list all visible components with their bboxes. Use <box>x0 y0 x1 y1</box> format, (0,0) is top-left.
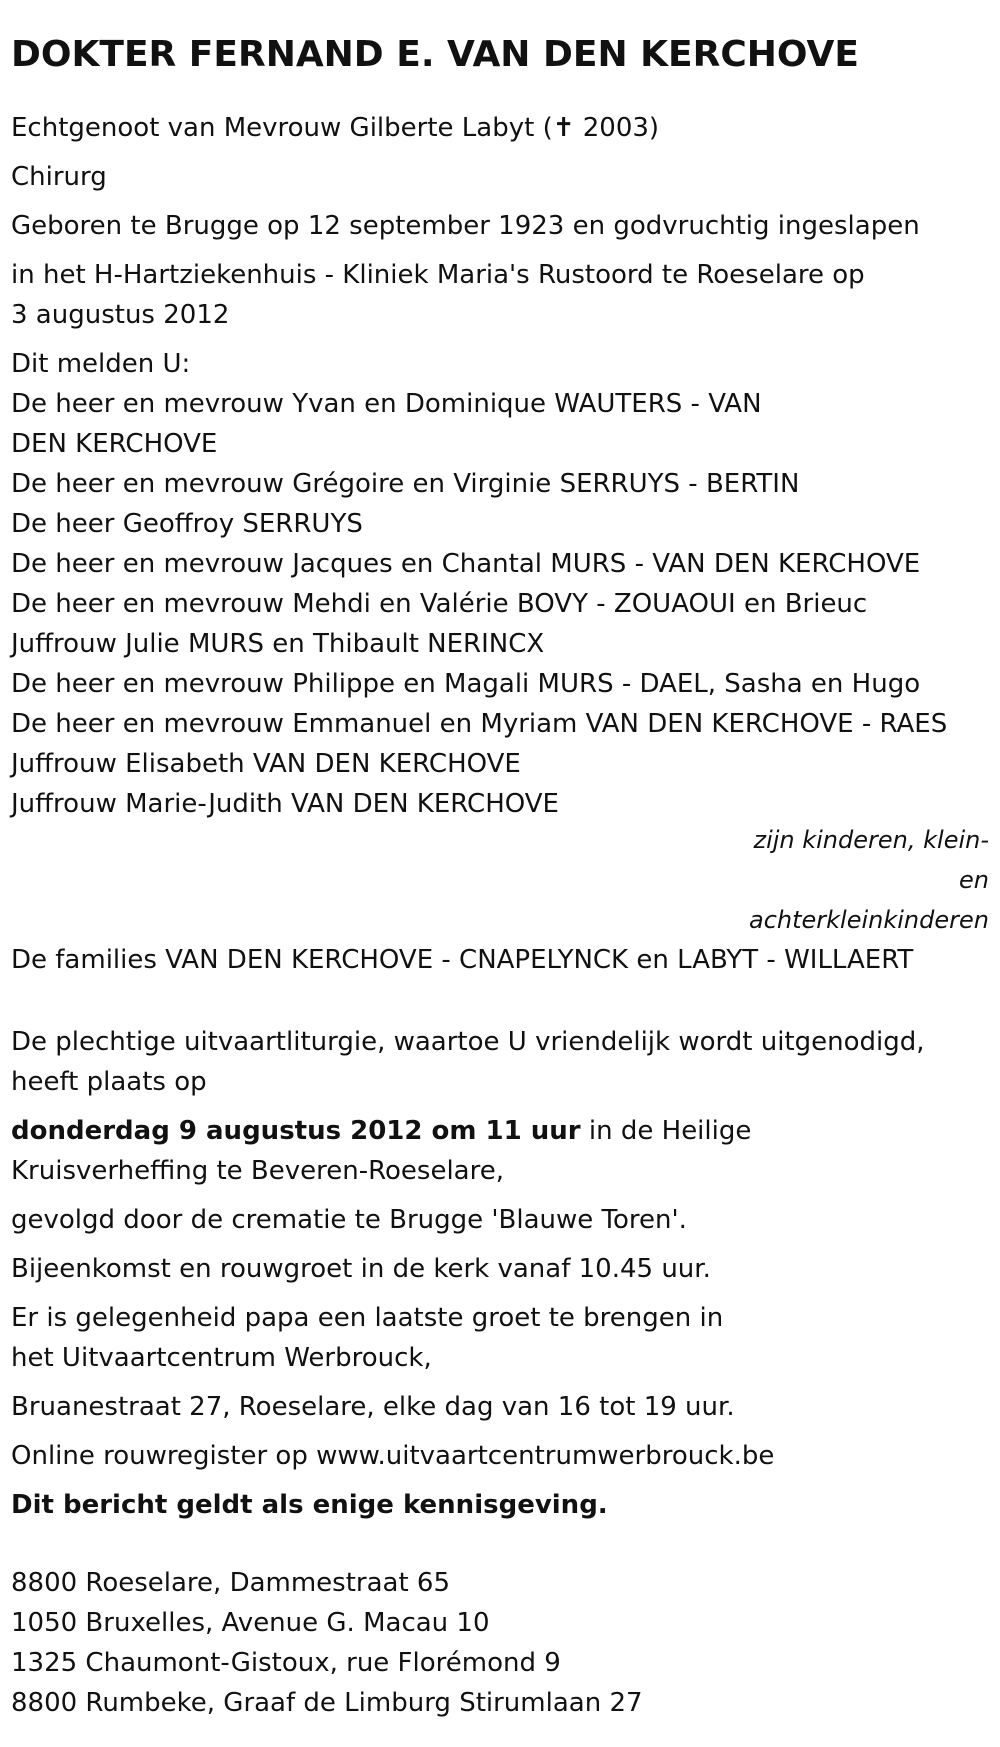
announced-by-label: Dit melden U: <box>11 349 191 379</box>
relation-line: en <box>959 866 989 894</box>
funeral-date-location <box>11 1111 951 1191</box>
deceased-name-title: DOKTER FERNAND E. VAN DEN KERCHOVE <box>11 34 859 75</box>
family-entry: De heer en mevrouw Mehdi en Valérie BOVY - ZOUAOUI en Brieuc <box>11 589 868 619</box>
address-line: 8800 Roeselare, Dammestraat 65 <box>11 1568 451 1598</box>
birth-line: Geboren te Brugge op 12 september 1923 en godvruchtig ingeslapen <box>11 211 920 241</box>
family-entry: De heer en mevrouw Philippe en Magali MURS - DAEL, Sasha en Hugo <box>11 669 921 699</box>
relation-line: zijn kinderen, klein- <box>753 826 989 854</box>
funeral-invitation: De plechtige uitvaartliturgie, waartoe U vriendelijk wordt uitgenodigd, heeft plaats op <box>11 1027 925 1097</box>
family-entry: De heer en mevrouw Emmanuel en Myriam VAN DEN KERCHOVE - RAES <box>11 709 948 739</box>
notice-line <box>11 1485 990 1525</box>
family-entry: De heer Geoffroy SERRUYS <box>11 509 363 539</box>
funeral-location: in de Heilige Kruisverheffing te Beveren-Roeselare, <box>11 1116 752 1186</box>
family-entry: De heer en mevrouw Jacques en Chantal MURS - VAN DEN KERCHOVE <box>11 549 921 579</box>
spouse-line: Echtgenoot van Mevrouw Gilberte Labyt (✝ 2003) <box>11 113 660 143</box>
address-hours-line: Bruanestraat 27, Roeselare, elke dag van 16 tot 19 uur. <box>11 1392 735 1422</box>
relation-note <box>11 820 989 940</box>
death-line: in het H-Hartziekenhuis - Kliniek Maria's Rustoord te Roeselare op 3 augustus 2012 <box>11 260 865 330</box>
gathering-line: Bijeenkomst en rouwgroet in de kerk vanaf 10.45 uur. <box>11 1254 711 1284</box>
online-register-line: Online rouwregister op www.uitvaartcentrumwerbrouck.be <box>11 1441 775 1471</box>
address-list <box>11 1563 990 1723</box>
profession-line: Chirurg <box>11 162 107 192</box>
relation-line: achterkleinkinderen <box>749 906 989 934</box>
notice-text: Dit bericht geldt als enige kennisgeving. <box>11 1490 608 1520</box>
address-line: 8800 Rumbeke, Graaf de Limburg Stirumlaan 27 <box>11 1688 643 1718</box>
family-list <box>11 384 990 824</box>
family-entry: Juffrouw Marie-Judith VAN DEN KERCHOVE <box>11 789 559 819</box>
cremation-line: gevolgd door de crematie te Brugge 'Blauwe Toren'. <box>11 1205 687 1235</box>
family-entry: De heer en mevrouw Yvan en Dominique WAUTERS - VAN DEN KERCHOVE <box>11 389 762 459</box>
address-line: 1050 Bruxelles, Avenue G. Macau 10 <box>11 1608 490 1638</box>
funeral-date: donderdag 9 augustus 2012 om 11 uur <box>11 1116 581 1146</box>
family-entry: Juffrouw Elisabeth VAN DEN KERCHOVE <box>11 749 521 779</box>
farewell-line: Er is gelegenheid papa een laatste groet te brengen in het Uitvaartcentrum Werbrouck, <box>11 1303 724 1373</box>
address-line: 1325 Chaumont-Gistoux, rue Florémond 9 <box>11 1648 561 1678</box>
families-line: De families VAN DEN KERCHOVE - CNAPELYNCK en LABYT - WILLAERT <box>11 945 914 975</box>
family-entry: Juffrouw Julie MURS en Thibault NERINCX <box>11 629 545 659</box>
family-entry: De heer en mevrouw Grégoire en Virginie SERRUYS - BERTIN <box>11 469 800 499</box>
